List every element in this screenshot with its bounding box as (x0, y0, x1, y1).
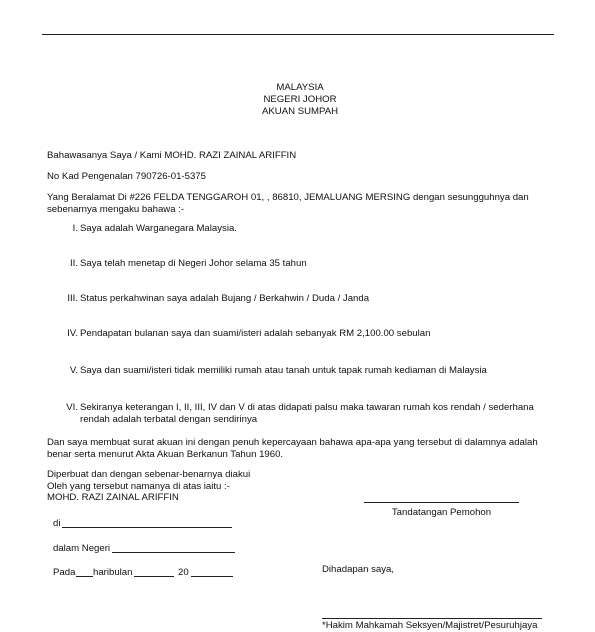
date-label-haribulan: haribulan (93, 567, 133, 578)
document-title: AKUAN SUMPAH (261, 106, 339, 117)
header-country: MALAYSIA (276, 82, 324, 93)
declarant-address-2: sebenarnya mengaku bahawa :- (47, 204, 185, 215)
signing-line-2: Oleh yang tersebut namanya di atas iaitu :- (47, 481, 230, 492)
header-state: NEGERI JOHOR (263, 94, 337, 105)
officer-label: *Hakim Mahkamah Seksyen/Majistret/Pesuruhjaya (322, 620, 538, 631)
officer-signature-line (322, 618, 542, 619)
item-text: Saya telah menetap di Negeri Johor selama 35 tahun (80, 258, 307, 269)
state-label: dalam Negeri (53, 543, 111, 554)
year-line (191, 576, 233, 577)
closing-line-1: Dan saya membuat surat akuan ini dengan penuh kepercayaan bahawa apa-apa yang tersebut di dalamnya adalah (47, 437, 538, 448)
date-label-pada: Pada (53, 567, 76, 578)
item-number: IV. (67, 328, 78, 339)
declarant-ic: No Kad Pengenalan 790726-01-5375 (47, 171, 206, 182)
item-number: III. (67, 293, 78, 304)
state-line (112, 552, 235, 553)
signing-line-1: Diperbuat dan dengan sebenar-benarnya diakui (47, 469, 251, 480)
day-line (76, 576, 93, 577)
date-label-year: 20 (178, 567, 189, 578)
signature-line (364, 502, 519, 503)
signer-name: MOHD. RAZI ZAINAL ARIFFIN (47, 492, 179, 503)
item-text: Saya adalah Warganegara Malaysia. (80, 223, 237, 234)
item-text-continued: rendah adalah terbatal dengan sendirinya (80, 414, 258, 425)
month-line (134, 576, 174, 577)
item-number: V. (69, 365, 78, 376)
signature-label: Tandatangan Pemohon (391, 507, 492, 518)
item-text: Sekiranya keterangan I, II, III, IV dan V di atas didapati palsu maka tawaran rumah kos rendah / sederhana (80, 402, 534, 413)
witness-label: Dihadapan saya, (322, 564, 395, 575)
declarant-name: Bahawasanya Saya / Kami MOHD. RAZI ZAINAL ARIFFIN (47, 150, 297, 161)
item-number: VI. (66, 402, 78, 413)
declarant-address-1: Yang Beralamat Di #226 FELDA TENGGAROH 01, , 86810, JEMALUANG MERSING dengan sesungguhnya dan (47, 192, 529, 203)
place-line (62, 527, 232, 528)
place-label: di (53, 518, 61, 529)
item-number: II. (70, 258, 78, 269)
item-text: Status perkahwinan saya adalah Bujang / Berkahwin / Duda / Janda (80, 293, 370, 304)
closing-line-2: benar serta menurut Akta Akuan Berkanun Tahun 1960. (47, 449, 284, 460)
top-rule (42, 34, 554, 35)
item-number: I. (72, 223, 78, 234)
item-text: Saya dan suami/isteri tidak memiliki rumah atau tanah untuk tapak rumah kediaman di Malaysia (80, 365, 487, 376)
item-text: Pendapatan bulanan saya dan suami/isteri adalah sebanyak RM 2,100.00 sebulan (80, 328, 431, 339)
